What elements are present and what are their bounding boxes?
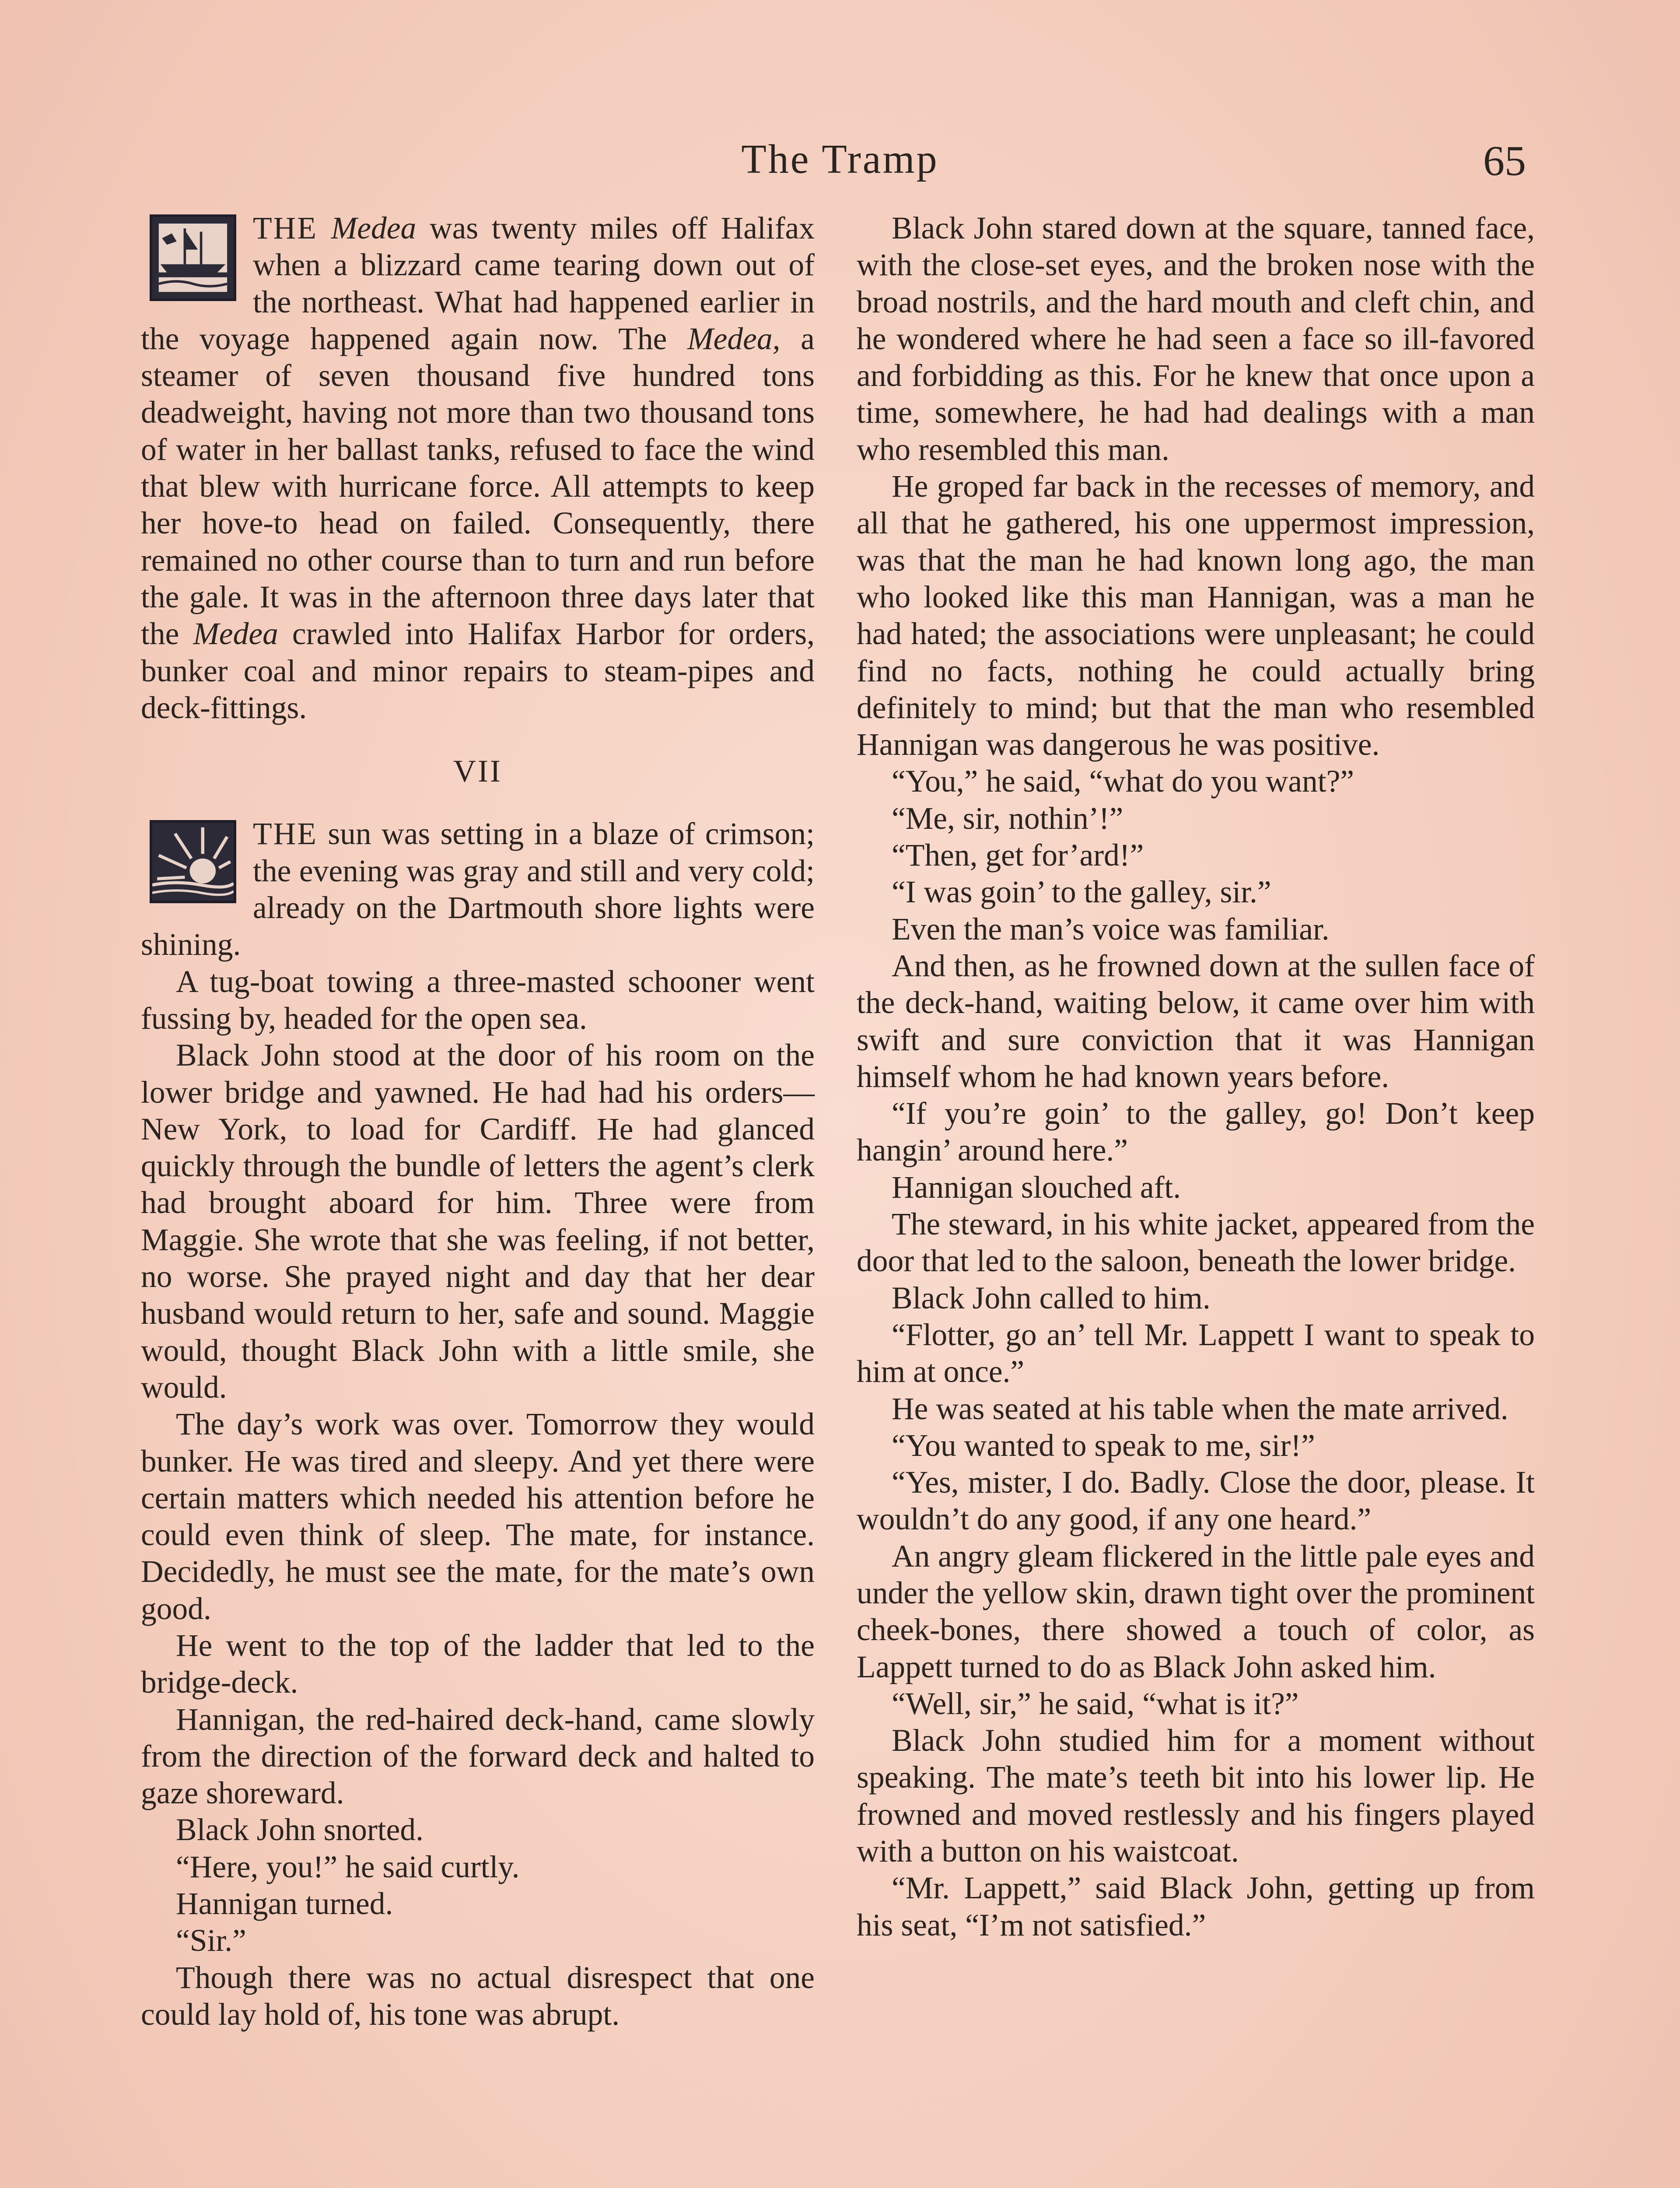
paragraph: “Then, get for’ard!” [892, 838, 1144, 873]
paragraph: “Yes, mister, I do. Badly. Close the door, please. It wouldn’t do any good, if any one heard.” [857, 1465, 1535, 1537]
section-opening-paragraph [141, 816, 815, 963]
section-heading: VII [453, 754, 502, 789]
lead-word: THE [253, 817, 318, 852]
paragraph: A tug-boat towing a three-masted schooner went fussing by, headed for the open sea. [141, 964, 815, 1036]
paragraph: “Well, sir,” he said, “what is it?” [892, 1686, 1299, 1721]
paragraph: “You wanted to speak to me, sir!” [892, 1428, 1315, 1463]
page-number: 65 [1483, 137, 1526, 185]
paragraph: The steward, in his white jacket, appeared from the door that led to the saloon, beneath the lower bridge. [857, 1207, 1535, 1279]
sunset-vignette-icon [150, 820, 236, 903]
paragraph: And then, as he frowned down at the sullen face of the deck-hand, waiting below, it came over him with swift and sure conviction that it was Hannigan himself whom he had known years before. [857, 948, 1535, 1094]
paragraph: Black John stared down at the square, tanned face, with the close-set eyes, and the broken nose with the broad nostrils, and the hard mouth and cleft chin, and he wondered where he had seen a face so ill-favored and forbidding as this. For he knew that once upon a time, somewhere, he had had dealings with a man who resembled this man. [857, 211, 1535, 467]
paragraph: The day’s work was over. Tomorrow they would bunker. He was tired and sleepy. And yet there were certain matters which needed his attention before he could even think of sleep. The mate, for instance. Decidedly, he must see the mate, for the mate’s own good. [141, 1407, 815, 1626]
ship-name: Medea, [687, 321, 780, 356]
paragraph: Black John called to him. [892, 1280, 1211, 1315]
paragraph-text: was twenty miles off Halifax when a blizzard came tearing down out of the northeast. What had happened earlier in the voyage happened again now. The [141, 211, 815, 356]
paragraph-text: sun was setting in a blaze of crimson; the evening was gray and still and very cold; already on the Dartmouth shore lights were shining. [141, 817, 815, 962]
paragraph: Though there was no actual disrespect that one could lay hold of, his tone was abrupt. [141, 1960, 815, 2032]
paragraph-text: crawled into Halifax Harbor for orders, bunker coal and minor repairs to steam-pipes and deck-fittings. [141, 617, 815, 725]
running-title: The Tramp [741, 137, 939, 182]
paragraph: Black John snorted. [176, 1813, 424, 1848]
page-header [0, 127, 1680, 193]
paragraph: He went to the top of the ladder that led to the bridge-deck. [141, 1628, 815, 1700]
paragraph: “Here, you!” he said curtly. [176, 1849, 520, 1884]
paragraph: Black John studied him for a moment without speaking. The mate’s teeth bit into his lower lip. He frowned and moved restlessly and his fingers played with a button on his waistcoat. [857, 1723, 1535, 1869]
paragraph: Black John stood at the door of his room on the lower bridge and yawned. He had had his orders—New York, to load for Cardiff. He had glanced quickly through the bundle of letters the agent’s clerk had brought aboard for him. Three were from Maggie. She wrote that she was feeling, if not better, no worse. She prayed night and day that her dear husband would return to her, safe and sound. Maggie would, thought Black John with a little smile, she would. [141, 1038, 815, 1405]
lead-word: THE [253, 211, 318, 245]
paragraph: “You,” he said, “what do you want?” [892, 764, 1354, 799]
ship-name: Medea [331, 211, 416, 245]
ship-vignette-icon [150, 214, 236, 301]
right-column [857, 210, 1535, 1944]
paragraph: “Sir.” [176, 1923, 246, 1958]
paragraph: Hannigan slouched aft. [892, 1170, 1181, 1205]
paragraph: He groped far back in the recesses of memory, and all that he gathered, his one uppermost impression, was that the man he had known long ago, the man who looked like this man Hannigan, was a man he had hated; the associations were unpleasant; he could find no facts, nothing he could actually bring definitely to mind; but that the man who resembled Hannigan was dangerous he was positive. [857, 469, 1535, 762]
left-column [141, 210, 815, 2033]
paragraph: He was seated at his table when the mate arrived. [892, 1391, 1508, 1426]
paragraph: “Mr. Lappett,” said Black John, getting up from his seat, “I’m not satisfied.” [857, 1871, 1535, 1943]
paragraph: Hannigan turned. [176, 1886, 393, 1922]
paragraph: An angry gleam flickered in the little pale eyes and under the yellow skin, drawn tight over the prominent cheek-bones, there showed a touch of color, as Lappett turned to do as Black John asked him. [857, 1539, 1535, 1684]
ship-name: Medea [193, 617, 278, 652]
paragraph: Hannigan, the red-haired deck-hand, came slowly from the direction of the forward deck and halted to gaze shoreward. [141, 1702, 815, 1811]
opening-paragraph [141, 210, 815, 726]
paragraph: “I was goin’ to the galley, sir.” [892, 875, 1271, 910]
paragraph: “Flotter, go an’ tell Mr. Lappett I want to speak to him at once.” [857, 1317, 1535, 1389]
paragraph: “Me, sir, nothin’!” [892, 801, 1124, 836]
paragraph: “If you’re goin’ to the galley, go! Don’t keep hangin’ around here.” [857, 1096, 1535, 1168]
paragraph: Even the man’s voice was familiar. [892, 912, 1330, 947]
paragraph-text: a steamer of seven thousand five hundred tons deadweight, having not more than two thousand tons of water in her ballast tanks, refused to face the wind that blew with hurricane force. All attempts to keep her hove-to head on failed. Consequently, there remained no other course than to turn and run before the gale. It was in the afternoon three days later that the [141, 321, 815, 652]
